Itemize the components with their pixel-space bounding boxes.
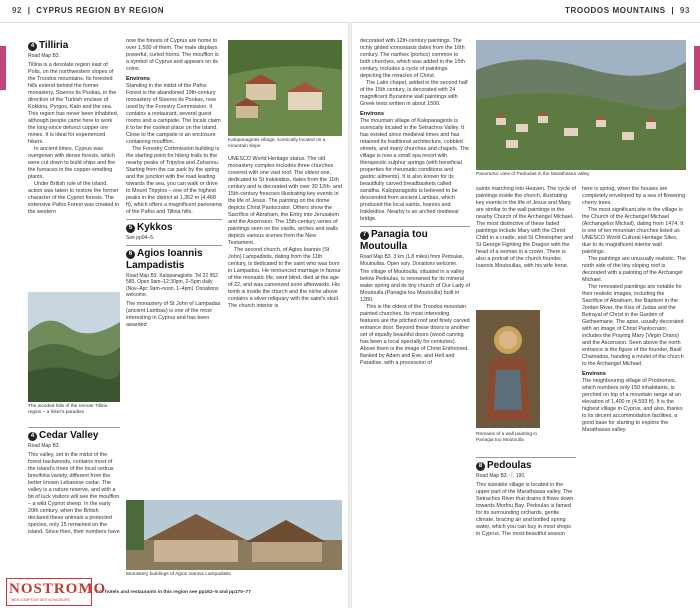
tilliria-heading: 4 Tilliria	[28, 40, 120, 52]
saints-para: saints marching into Heaven. The cycle of paintings inside the church, illustrating key events in the life of Jesus and Mary, are similar to the wall paintings in the nearby Church of the Archangel Michael. The most distinctive of these faded paintings include Mary with the Christ Child in a cradle, and St Christopher and St George Fighting the Dragon with the head of a woman in a crown. There is also a portrait of the church founder, Ioannis Moutoullas, with his wife Irene.	[476, 186, 576, 269]
environs-para-1: Standing in the midst of the Pafos Forest is the abandoned 19th-century monastery of Stavros tis Psokas, now used by the Forestry Commission. It contains a restaurant, several guest rooms and a campsite. The locals claim it to be the coolest place on the island. Close to the campsite is an enclosure containing moufflon.	[126, 83, 221, 145]
column-4	[360, 38, 470, 578]
tilliria-map-ref: Road Map B3.	[28, 53, 60, 59]
cedar-para: This valley, set in the midst of the forest backwoods, contains most of the island's trees of the local cedrus brevifolia variety, different from the better known Lebanese cedar. The valley is a nature reserve, and with a bit of luck visitors will see the moufflon – a wild Cypriot sheep. In the early 20th century, when the British declared these animals a protected species, only 15 remained on the island. Since then, their numbers have	[28, 451, 120, 535]
agios-ioannis-heading: 6 Agios Ioannis Lampadistis	[126, 247, 203, 271]
entry-number-badge: 4	[28, 432, 37, 441]
paintings-para: The paintings are unusually realistic. The north side of the tiny sloping roof is decorated with a painting of the Archangel Michael.	[582, 256, 686, 283]
panagia-para-1: The village of Moutoulla, situated in a valley below Pedoulas, is renowned for its mineral water spring and its tiny church of Our Lady of Moutoulla (Panagia tou Moutoulla) built in 1280.	[360, 269, 470, 303]
kykkos-heading: 5 Kykkos	[126, 222, 222, 234]
column-5	[476, 186, 576, 306]
pedoulas-para: This sizeable village is located in the upper part of the Marathassa valley. The Setrachos River that drains it flows down towards Morfou Bay. Pedoulas is famed for its surrounding orchards, gentle climate, bracing air and bottled spring water, which you can buy in most shops in Cyprus. The most beautiful season	[476, 481, 574, 537]
nostromo-logo: NOSTROMO WEB COMPTOIR DES VOYAGEURS	[6, 578, 92, 606]
narthex-para: decorated with 12th-century paintings. The richly gilded iconostasis dates from the 16th century. The narthex (portico) common to both churches, which was added in the 15th century, includes a cycle of paintings depicting the miracles of Christ.	[360, 38, 465, 79]
right-page-number: 93	[679, 6, 690, 15]
right-section-tab	[694, 46, 700, 90]
latin-chapel-para: The Latin chapel, added in the second half of the 15th century, is decorated with 24 magnificent Byzantine wall paintings with Greek texts written in about 1500.	[360, 80, 468, 107]
right-running-title: TROODOS MOUNTAINS	[565, 6, 666, 15]
entry-number-badge: 8	[476, 462, 485, 471]
cedar-valley-heading: 4 Cedar Valley	[28, 430, 120, 442]
entry-number-badge: 4	[28, 42, 37, 51]
pedoulas-heading: 8 Pedoulas	[476, 460, 576, 472]
tilliria-para-3: Under British rule of the island, action was taken to restore the former character of the Cypriot forests. The extensive Pafos Forest was created in the western	[28, 180, 120, 215]
wall-painting-photo	[476, 310, 540, 428]
environs-heading-2: Environs	[360, 111, 384, 117]
entry-number-badge: 5	[126, 224, 135, 233]
footer-note: For hotels and restaurants in this region see pp162–5 and pp170–77	[96, 590, 251, 595]
tilliria-photo	[28, 292, 120, 402]
page-header	[0, 0, 700, 23]
panagia-heading: 7 Panagia tou Moutoulla	[360, 229, 428, 252]
kalopanagiotis-photo-caption: Kalopanagiotis village, scenically located on a mountain slope	[228, 138, 326, 149]
prodromos-para: The neighbouring village of Prodromos, which numbers only 150 inhabitants, is perched on top of a mountain range at an elevation of 1,400 m (4,593 ft). It is the highest village in Cyprus, and also, thanks to its decent accommodation facilities, a good base for starting to explore the Marathassa valley.	[582, 378, 683, 433]
kykkos-ref: See pp94–5.	[126, 235, 155, 241]
entry-number-badge: 6	[126, 250, 135, 259]
left-running-title: CYPRUS REGION BY REGION	[36, 6, 165, 15]
left-page-number: 92	[12, 6, 23, 15]
column-tilliria	[28, 38, 120, 288]
pedoulas-photo-caption: Panoramic view of Pedoulas in the Marathassa valley	[476, 172, 590, 177]
archangel-church-para: The most significant site in the village is the Church of the Archangel Michael (Archangelos Michail), dating from 1474. It is one of ten mountain churches listed as UNESCO World Cultural Heritage Sites, due to its magnificent interior wall paintings.	[582, 207, 684, 255]
tilliria-para-2: In ancient times, Cyprus was overgrown with dense forests, which were cut down to build ships and fire the furnaces in the copper-smelting plants.	[28, 145, 116, 180]
entry-number-badge: 7	[360, 231, 369, 240]
kalopanagiotis-para: The mountain village of Kalopanagiotis is scenically located in the Setrachos Valley. It has existed since medieval times and has retained its traditional architecture, cobbled streets, and many churches and chapels. The village is now a small spa resort with therapeutic sulphur springs (with beneficial properties for rheumatic conditions and gastric ailments). It is also known for its beautifully carved breadbaskets called sanidha. Kalopanagiotis is believed to be descended from ancient Lambas, which produced the local saints, Ioannis and Irakleidios. Nearby is an arched medieval bridge.	[360, 118, 469, 222]
agios-ioannis-meta: Road Map B3. Kalopanagiotis. Tel 22 952 580. Open 9am–12:30pm, 2–5pm daily (Nov–Apr: 9am–noon, 1–4pm). Donations welcome.	[126, 272, 219, 298]
cedar-map-ref: Road Map B3.	[28, 443, 60, 449]
panagia-meta: Road Map B3. 3 km (1.8 miles) from Pedoulas, Moutoullas. Open vary. Donations welcome.	[360, 254, 464, 267]
unesco-para: UNESCO World Heritage status. The old monastery complex includes three churches covered with one vast roof. The oldest one, dedicated to St Irakleidios, dates from the 11th century and is decorated with over 30 12th- and 15th-century frescoes illustrating key events in the life of Jesus. The painting on the dome depicts Christ Pantocrator. Others show the Sacrifice of Abraham, the Entry into Jerusalem and the Ascension. The 15th-century series of paintings seen on the vaults, arches and walls depicts various scenes from the New Testament.	[228, 156, 342, 246]
tilliria-para-1: Tilliria is a desolate region east of Polis, on the northwestern slopes of the Troodos mountains. Its forested hills extend behind the former monastery, Stavros tis Psokas, in the direction of the Turkish enclave of Kokkina, Pyrgos, Kato and the sea. This region has never been inhabited, although people came here to work the long-since defunct copper ore mines. It is ideal for experienced hikers.	[28, 61, 119, 145]
pedoulas-panorama-photo	[476, 40, 686, 170]
left-section-tab	[0, 46, 6, 90]
monastery-photo-caption: Monastery buildings of Agios Ioannis Lampadistis	[126, 572, 231, 577]
renovated-paintings-para: The renovated paintings are notable for their realistic images, including the Sacrifice of Abraham, the Baptism in the Jordan River, the Kiss of Judas and the Betrayal of Christ in the Garden of Gethsemane. The apse, usually decorated with an image of Christ Pantocrator, includes the Praying Mary (Virgin Orans) and the Ascension. Seen above the north entrance is the figure of the founder, Basil Chamados, handing a model of the church to the Archangel Michael.	[582, 284, 684, 367]
pedoulas-map-ref: Road Map B3. ⓘ 190.	[476, 473, 526, 479]
column-3	[228, 156, 342, 496]
monastery-photo	[126, 500, 342, 570]
agios-ioannis-para: The monastery of St John of Lampadas (ancient Lambas) is one of the most interesting in Cyprus and has been awarded	[126, 300, 221, 328]
page-gutter	[348, 22, 352, 608]
column-2	[126, 38, 222, 538]
right-running-head: TROODOS MOUNTAINS | 93	[565, 6, 690, 15]
info-icon: ⓘ	[509, 473, 515, 479]
panagia-para-2: This is the oldest of the Troodos mountain painted churches. Its most interesting features are the pitched roof and finely carved entrance door. Beyond these doors is another set of equally beautiful doors (wood carving has been a local specialty for centuries). Above them is the image of Christ Enthroned, flanked by Adam and Eve, and Hell and Paradise, with a procession of	[360, 304, 470, 366]
environs-heading-3: Environs	[582, 371, 606, 377]
column-cedar-valley	[28, 424, 120, 574]
kalopanagiotis-photo	[228, 40, 342, 136]
environs-heading: Environs	[126, 76, 150, 82]
tilliria-photo-caption: The wooded hills of the remote Tilliria region – a hiker's paradise	[28, 404, 108, 415]
column-6	[582, 186, 686, 596]
wall-painting-caption: Remains of a wall painting in Panagia tou Moutoulla	[476, 432, 538, 443]
column-pedoulas	[476, 454, 576, 584]
second-church-para: The second church, of Agios Ioannis (St John) Lampadistis, dating from the 11th century, is dedicated to the saint who was born in Lampadou. He renounced marriage in favour of the monastic life, went blind, died at the age of 22, and was canonized soon afterwards. His tomb is inside the church and the niche above contains a silver reliquary with the saint's skull. The church interior is	[228, 247, 341, 309]
moufflon-para: now the forests of Cyprus are home to over 1,500 of them. The male displays powerful, curled horns. The moufflon is a symbol of Cyprus and appears on its coins.	[126, 38, 219, 72]
spring-para: here is spring, when the houses are completely enveloped by a sea of flowering cherry trees.	[582, 186, 686, 206]
left-running-head: 92 | CYPRUS REGION BY REGION	[12, 6, 165, 15]
environs-para-2: The Forestry Commission building is the starting point for hiking trails to the nearby peaks of Tripylos and Zahariou. Starting from the car park by the spring and the junction with the road leading towards the sea, you can walk or drive to Mount Tripylos – one of the highest peaks in the district at 1,362 m (4,468 ft), which offers a magnificent panorama of the Pafos and Tilliria hills.	[126, 146, 222, 215]
